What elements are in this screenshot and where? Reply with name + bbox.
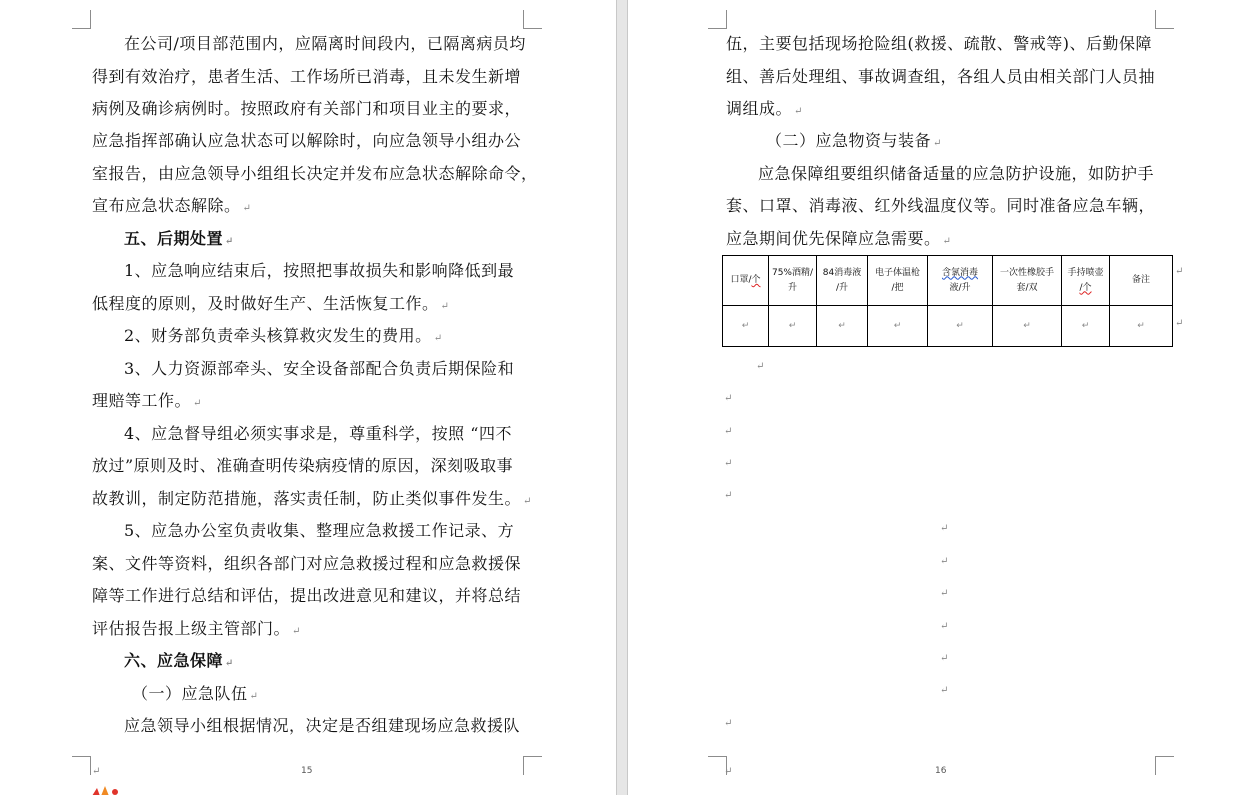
page-number: 16 — [935, 766, 947, 776]
body-line[interactable]: 低程度的原则，及时做好生产、生活恢复工作。 ↵ — [92, 294, 450, 313]
paragraph-mark: ↵ — [193, 398, 202, 409]
equipment-table — [722, 255, 1173, 347]
table-header-cell[interactable]: 一次性橡胶手 套/双 — [993, 256, 1062, 306]
paragraph-mark: ↵ — [933, 138, 942, 149]
paragraph-mark: ↵ — [523, 496, 532, 507]
crop-mark — [72, 756, 91, 775]
table-cell[interactable]: ↵ — [1062, 306, 1110, 347]
table-header-cell[interactable]: 75%酒精/ 升 — [769, 256, 817, 306]
paragraph-mark: ↵ — [242, 203, 252, 214]
paragraph-mark: ↵ — [92, 766, 101, 777]
row-end-mark: ↵ — [1175, 318, 1184, 329]
app-logo-icon — [88, 784, 128, 795]
table-cell[interactable]: ↵ — [817, 306, 868, 347]
body-line[interactable]: 套、口罩、消毒液、红外线温度仪等。同时准备应急车辆， — [726, 196, 1156, 215]
paragraph-mark: ↵ — [292, 626, 301, 637]
crop-mark — [523, 10, 542, 29]
table-header-cell[interactable]: 口罩/个 — [723, 256, 769, 306]
crop-mark — [708, 10, 727, 29]
section-heading[interactable]: 五、后期处置 ↵ — [124, 229, 234, 248]
paragraph-mark: ↵ — [724, 490, 733, 501]
crop-mark — [1155, 756, 1174, 775]
body-line[interactable]: 得到有效治疗，患者生活、工作场所已消毒，且未发生新增 — [92, 67, 522, 86]
paragraph-mark: ↵ — [724, 393, 733, 404]
table-header-cell[interactable]: 84消毒液 /升 — [817, 256, 868, 306]
paragraph-mark: ↵ — [433, 333, 443, 344]
body-line[interactable]: 伍，主要包括现场抢险组(救援、疏散、警戒等)、后勤保障 — [726, 34, 1152, 53]
table-cell[interactable]: ↵ — [723, 306, 769, 347]
table-cell[interactable]: ↵ — [993, 306, 1062, 347]
paragraph-mark: ↵ — [724, 718, 733, 729]
subsection-heading[interactable]: （二）应急物资与装备 ↵ — [766, 131, 942, 150]
table-cell[interactable]: ↵ — [769, 306, 817, 347]
paragraph-mark: ↵ — [942, 236, 952, 247]
body-line[interactable]: 调组成。 ↵ — [726, 99, 803, 118]
body-line[interactable]: 案、文件等资料，组织各部门对应急救援过程和应急救援保 — [92, 554, 522, 573]
paragraph-mark: ↵ — [940, 523, 949, 534]
paragraph-mark: ↵ — [225, 236, 234, 247]
body-line[interactable]: 在公司/项目部范围内，应隔离时间段内，已隔离病员均 — [124, 34, 526, 53]
body-line[interactable]: 2、财务部负责牵头核算救灾发生的费用。 ↵ — [124, 326, 443, 345]
table-header-cell[interactable]: 含氯消毒 液/升 — [928, 256, 993, 306]
page-gutter — [616, 0, 628, 795]
body-line[interactable]: 5、应急办公室负责收集、整理应急救援工作记录、方 — [124, 521, 515, 540]
paragraph-mark: ↵ — [724, 766, 733, 777]
paragraph-mark: ↵ — [724, 458, 733, 469]
section-heading[interactable]: 六、应急保障 ↵ — [124, 651, 234, 670]
body-line[interactable]: 组、善后处理组、事故调查组，各组人员由相关部门人员抽 — [726, 67, 1156, 86]
document-page-16 — [628, 0, 1243, 795]
paragraph-mark: ↵ — [940, 653, 949, 664]
subsection-heading[interactable]: （一）应急队伍 ↵ — [132, 684, 259, 703]
body-line[interactable]: 应急领导小组根据情况，决定是否组建现场应急救援队 — [124, 716, 521, 735]
paragraph-mark: ↵ — [794, 106, 803, 117]
body-line[interactable]: 应急保障组要组织储备适量的应急防护设施，如防护手 — [758, 164, 1155, 183]
table-header-cell[interactable]: 备注 — [1110, 256, 1173, 306]
body-line[interactable]: 3、人力资源部牵头、安全设备部配合负责后期保险和 — [124, 359, 515, 378]
body-line[interactable]: 病例及确诊病例时。按照政府有关部门和项目业主的要求， — [92, 99, 522, 118]
body-line[interactable]: 室报告，由应急领导小组组长决定并发布应急状态解除命令， — [92, 164, 538, 183]
table-header-cell[interactable]: 手持喷壶 /个 — [1062, 256, 1110, 306]
crop-mark — [523, 756, 542, 775]
paragraph-mark: ↵ — [724, 426, 733, 437]
body-line[interactable]: 放过”原则及时、准确查明传染病疫情的原因，深刻吸取事 — [92, 456, 514, 475]
body-line[interactable]: 评估报告报上级主管部门。 ↵ — [92, 619, 301, 638]
body-line[interactable]: 1、应急响应结束后，按照把事故损失和影响降低到最 — [124, 261, 515, 280]
body-line[interactable]: 应急期间优先保障应急需要。 ↵ — [726, 229, 952, 248]
paragraph-mark: ↵ — [940, 621, 949, 632]
table-cell[interactable]: ↵ — [928, 306, 993, 347]
table-cell[interactable]: ↵ — [1110, 306, 1173, 347]
paragraph-mark: ↵ — [225, 658, 234, 669]
paragraph-mark: ↵ — [940, 685, 949, 696]
paragraph-mark: ↵ — [756, 361, 765, 372]
crop-mark — [1155, 10, 1174, 29]
crop-mark — [72, 10, 91, 29]
paragraph-mark: ↵ — [440, 301, 450, 312]
table-header-cell[interactable]: 电子体温枪 /把 — [868, 256, 928, 306]
table-cell[interactable]: ↵ — [868, 306, 928, 347]
paragraph-mark: ↵ — [249, 691, 259, 702]
page-number: 15 — [301, 766, 313, 776]
table-header-row — [723, 256, 1173, 306]
body-line[interactable]: 理赔等工作。 ↵ — [92, 391, 202, 410]
body-line[interactable]: 障等工作进行总结和评估，提出改进意见和建议，并将总结 — [92, 586, 522, 605]
paragraph-mark: ↵ — [940, 556, 949, 567]
body-line[interactable]: 应急指挥部确认应急状态可以解除时，向应急领导小组办公 — [92, 131, 522, 150]
table-row — [723, 306, 1173, 347]
body-line[interactable]: 4、应急督导组必须实事求是，尊重科学，按照 “四不 — [124, 424, 512, 443]
body-line[interactable]: 宣布应急状态解除。 ↵ — [92, 196, 252, 215]
paragraph-mark: ↵ — [940, 588, 949, 599]
row-end-mark: ↵ — [1175, 266, 1184, 277]
body-line[interactable]: 故教训，制定防范措施，落实责任制，防止类似事件发生。 ↵ — [92, 489, 532, 508]
document-page-15 — [0, 0, 616, 795]
